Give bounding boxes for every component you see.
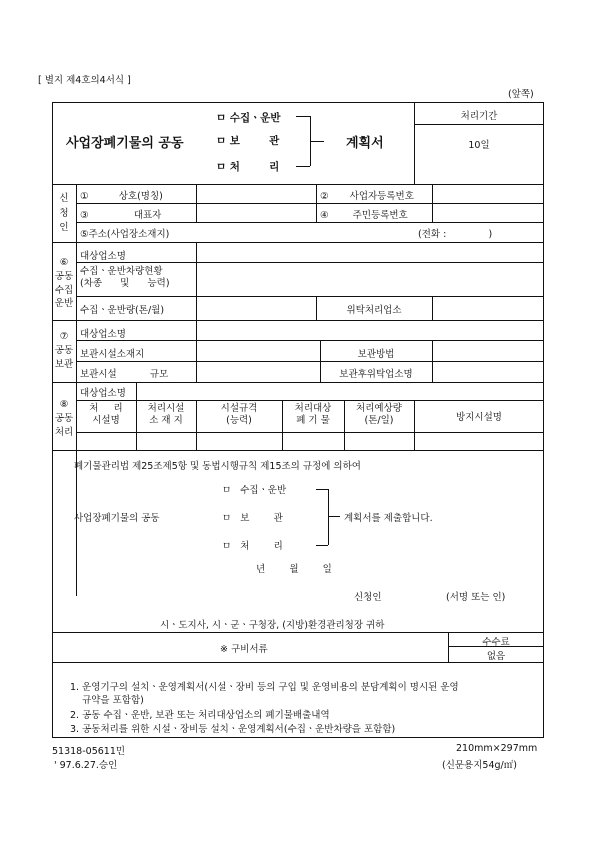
paper-size: 210mm×297mm xyxy=(456,743,538,754)
collection-section-label: ⑥ 공동 수집 운반 xyxy=(54,257,74,310)
legal-basis-text: 폐기물관리법 제25조제5항 및 동법시행규칙 제15조의 규정에 의하여 xyxy=(74,461,361,472)
approval-date: ' 97.6.27.승인 xyxy=(54,760,118,771)
recipient-text: 시ㆍ도지사, 시ㆍ군ㆍ구청장, (지방)환경관리청장 귀하 xyxy=(160,620,385,631)
treatment-col-expected: 처리예상량 (톤/일) xyxy=(356,403,402,426)
storage-method-label: 보관방법 xyxy=(357,349,395,360)
treatment-col-location: 처리시설 소 재 지 xyxy=(147,403,185,426)
storage-company-label: 대상업소명 xyxy=(80,329,126,340)
title-option-collect: ㅁ 수집ㆍ운반 xyxy=(216,112,281,124)
storage-scale-label: 보관시설 규모 xyxy=(80,369,169,380)
consignment-company-label: 위탁처리업소 xyxy=(346,305,402,316)
required-doc-2: 2. 공동 수집ㆍ운반, 보관 또는 처리대상업소의 폐기물배출내역 xyxy=(70,710,330,721)
treatment-section-label: ⑧ 공동 처리 xyxy=(54,399,74,438)
business-name-label: ① 상호(명칭) xyxy=(80,191,163,202)
treatment-col-spec: 시설규격 (능력) xyxy=(220,403,258,426)
phone-label: (전화 : ) xyxy=(418,229,493,240)
address-label: ⑤주소(사업장소재지) xyxy=(80,229,170,240)
title-option-storage: ㅁ 보 관 xyxy=(216,135,280,147)
storage-section-label: ⑦ 공동 보관 xyxy=(54,331,74,370)
required-doc-3: 3. 공동처리를 위한 시설ㆍ장비등 설치ㆍ운영계획서(수집ㆍ운반차량을 포함함) xyxy=(70,724,396,735)
form-reference: [ 별지 제4호의4서식 ] xyxy=(38,75,131,86)
paper-type: (신문용지54g/㎡) xyxy=(442,760,517,771)
business-number-label: ② 사업자등록번호 xyxy=(320,191,414,202)
title-right: 계획서 xyxy=(346,136,384,151)
storage-location-label: 보관시설소재지 xyxy=(80,349,145,360)
required-docs-title: ※ 구비서류 xyxy=(220,644,268,655)
applicant-section-label: 신 청 인 xyxy=(59,193,69,234)
collection-amount-label: 수집ㆍ운반량(톤/월) xyxy=(80,305,165,316)
title-option-treatment: ㅁ 처 리 xyxy=(216,161,280,173)
processing-period-label: 처리기간 xyxy=(460,111,498,122)
declaration-applicant: 신청인 xyxy=(354,592,382,603)
processing-period-value: 10일 xyxy=(468,140,490,151)
declaration-option-storage: ㅁ 보 관 xyxy=(222,513,283,524)
declaration-right: 계획서를 제출합니다. xyxy=(344,513,433,524)
treatment-col-facility: 처 리 시설명 xyxy=(89,403,123,426)
fee-label: 수수료 xyxy=(482,637,510,648)
form-code: 51318-05611민 xyxy=(52,746,126,757)
collection-vehicles-label: 수집ㆍ운반차량현황 (차종 및 능력) xyxy=(80,266,170,289)
declaration-option-collect: ㅁ 수집ㆍ운반 xyxy=(222,485,287,496)
declaration-left: 사업장폐기물의 공동 xyxy=(74,513,160,524)
representative-label: ③ 대표자 xyxy=(80,210,162,221)
title-left: 사업장폐기물의 공동 xyxy=(66,136,184,151)
required-doc-1: 1. 운영기구의 설치ㆍ운영계획서(시설ㆍ장비 등의 구입 및 운영비용의 분담계획이 명시된 운영 xyxy=(70,682,459,693)
resident-number-label: ④ 주민등록번호 xyxy=(320,210,408,221)
fee-value: 없음 xyxy=(486,651,506,662)
declaration-date: 년 월 일 xyxy=(256,564,332,575)
treatment-col-prevention: 방지시설명 xyxy=(456,412,502,423)
treatment-col-waste: 처리대상 폐 기 물 xyxy=(294,403,332,426)
required-doc-1b: 규약을 포함함) xyxy=(70,695,144,706)
treatment-company-label: 대상업소명 xyxy=(80,388,126,399)
declaration-sign: (서명 또는 인) xyxy=(446,592,506,603)
storage-after-company-label: 보관후위탁업소명 xyxy=(339,369,413,380)
collection-company-label: 대상업소명 xyxy=(80,251,126,262)
declaration-option-treatment: ㅁ 처 리 xyxy=(222,541,283,552)
page-side-label: (앞쪽) xyxy=(508,89,534,100)
